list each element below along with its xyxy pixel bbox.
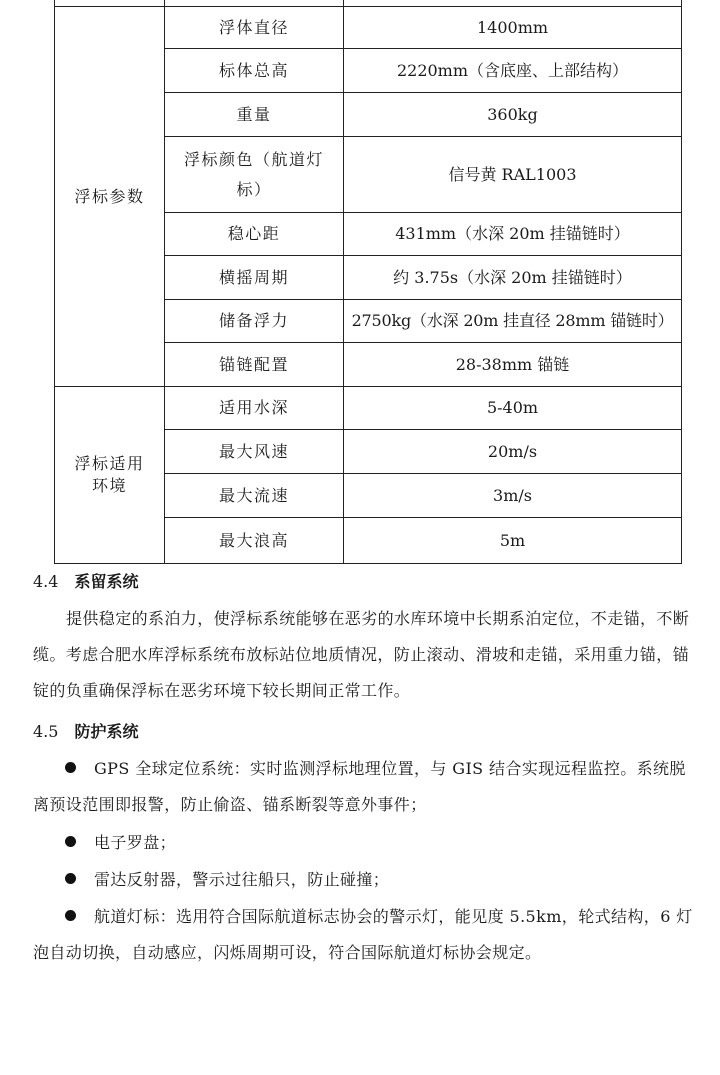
- section-number: 4.5: [33, 722, 59, 741]
- row-value: 20m/s: [344, 430, 682, 474]
- bullet-dot-icon: [65, 873, 76, 884]
- row-label: 重量: [165, 93, 344, 137]
- row-label: 最大风速: [165, 430, 344, 474]
- row-label: 稳心距: [165, 213, 344, 256]
- row-value: 431mm（水深 20m 挂锚链时）: [344, 213, 682, 256]
- row-value: 信号黄 RAL1003: [344, 137, 682, 213]
- bullet-item-beacon-light: [33, 899, 693, 971]
- section-title: 系留系统: [74, 572, 139, 591]
- row-value: 2750kg（水深 20m 挂直径 28mm 锚链时）: [344, 300, 682, 343]
- row-value: 360kg: [344, 93, 682, 137]
- row-value: 1400mm: [344, 7, 682, 49]
- row-label: 最大流速: [165, 474, 344, 518]
- row-label: 浮体直径: [165, 7, 344, 49]
- row-value: 28-38mm 锚链: [344, 343, 682, 387]
- table-row: [55, 7, 682, 49]
- row-label: 锚链配置: [165, 343, 344, 387]
- section-title: 防护系统: [74, 722, 139, 741]
- table-row: [55, 387, 682, 430]
- row-label: 横摇周期: [165, 256, 344, 300]
- row-value: 3m/s: [344, 474, 682, 518]
- section-heading-4-5: [33, 722, 138, 742]
- section-number: 4.4: [33, 572, 59, 591]
- group-cell-environment: 浮标适用环境: [55, 387, 165, 564]
- section-heading-4-4: [33, 572, 138, 592]
- row-label: 适用水深: [165, 387, 344, 430]
- bullet-dot-icon: [65, 836, 76, 847]
- bullet-text: GPS 全球定位系统：实时监测浮标地理位置，与 GIS 结合实现远程监控。系统脱离预设范围即报警，防止偷盗、锚系断裂等意外事件；: [33, 759, 686, 814]
- bullet-item-gps: [33, 751, 693, 823]
- row-value: 2220mm（含底座、上部结构）: [344, 49, 682, 93]
- row-value: 5-40m: [344, 387, 682, 430]
- row-value: 5m: [344, 518, 682, 564]
- bullet-text: 雷达反射器，警示过往船只，防止碰撞；: [94, 870, 390, 889]
- bullet-dot-icon: [65, 762, 76, 773]
- bullet-dot-icon: [65, 910, 76, 921]
- bullet-item-radar: [33, 862, 693, 898]
- spec-table: [54, 0, 682, 564]
- section-4-4-paragraph: 提供稳定的系泊力，使浮标系统能够在恶劣的水库环境中长期系泊定位，不走锚，不断缆。考虑合肥水库浮标系统布放标站位地质情况，防止滚动、滑坡和走锚，采用重力锚，锚锭的负重确保浮标在恶劣环境下较长期间正常工作。: [33, 609, 690, 700]
- row-label: 浮标颜色（航道灯标）: [165, 137, 344, 213]
- row-label: 储备浮力: [165, 300, 344, 343]
- group-cell-buoy-params: 浮标参数: [55, 7, 165, 387]
- row-value: 约 3.75s（水深 20m 挂锚链时）: [344, 256, 682, 300]
- bullet-text: 航道灯标：选用符合国际航道标志协会的警示灯，能见度 5.5km，轮式结构，6 灯泡自动切换，自动感应，闪烁周期可设，符合国际航道灯标协会规定。: [33, 907, 693, 962]
- bullet-text: 电子罗盘；: [94, 833, 177, 852]
- row-label: 标体总高: [165, 49, 344, 93]
- bullet-item-compass: [33, 825, 693, 861]
- row-label: 最大浪高: [165, 518, 344, 564]
